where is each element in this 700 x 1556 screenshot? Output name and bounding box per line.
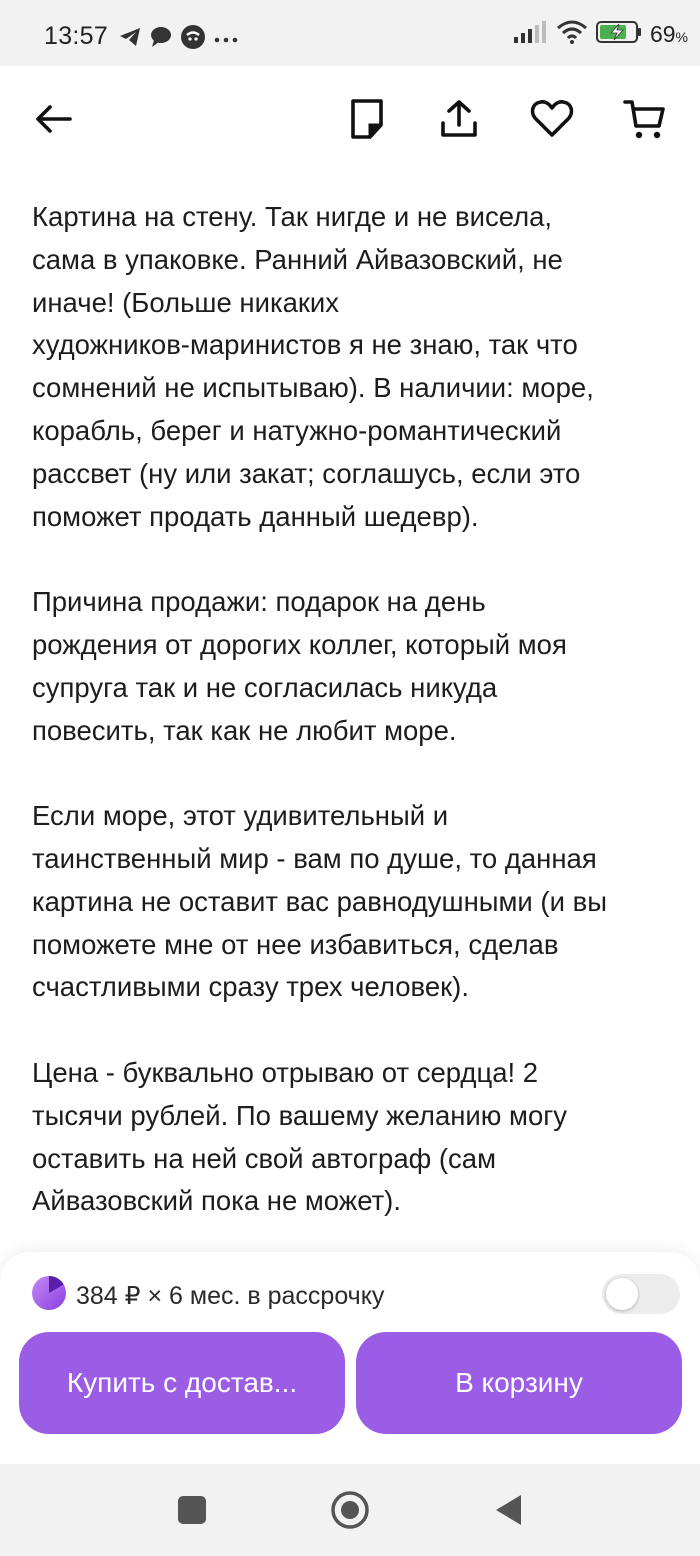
notification-icons	[118, 24, 238, 55]
signal-icon	[514, 21, 548, 48]
battery-charging-icon	[596, 20, 642, 49]
buy-with-delivery-button[interactable]: Купить с достав...	[19, 1332, 345, 1434]
description-paragraph: Цена - буквально отрываю от сердца! 2 тысячи рублей. По вашему желанию могу оставить на ней свой автограф (сам Айвазовский пока не может).	[32, 1056, 568, 1217]
description-paragraph: Если море, этот удивительный и таинственный мир - вам по душе, то данная картина не оставит вас равнодушными (и вы поможете мне от нее избавиться, сделав счастливыми сразу трех человек).	[32, 800, 607, 1003]
add-to-cart-button[interactable]: В корзину	[356, 1332, 682, 1434]
top-app-bar	[0, 66, 700, 176]
telegram-icon	[118, 26, 142, 53]
system-nav-bar	[0, 1464, 700, 1556]
home-circle-icon[interactable]	[330, 1490, 370, 1530]
share-icon[interactable]	[434, 94, 484, 144]
back-triangle-icon[interactable]	[488, 1490, 528, 1530]
cart-icon[interactable]	[620, 94, 670, 144]
messenger-icon	[180, 24, 206, 55]
installment-toggle[interactable]	[602, 1274, 680, 1314]
item-description	[32, 196, 672, 1266]
installment-pie-icon	[30, 1274, 68, 1317]
toggle-knob	[606, 1278, 638, 1310]
installment-row	[30, 1274, 384, 1317]
recents-square-icon[interactable]	[172, 1490, 212, 1530]
installment-text: 384 ₽ × 6 мес. в рассрочку	[76, 1281, 385, 1310]
wifi-icon	[556, 20, 588, 49]
battery-percent: 69%	[649, 21, 688, 47]
description-paragraph: Картина на стену. Так нигде и не висела, сама в упаковке. Ранний Айвазовский, не иначе! (Больше никаких художников-маринистов я не знаю, так что сомнений не испытываю). В наличии: море, корабль, берег и натужно-романтический рассвет (ну или закат; соглашусь, если это поможет продать данный шедевр).	[32, 201, 594, 532]
description-paragraph: Причина продажи: подарок на день рождения от дорогих коллег, который моя супруга так и не согласилась никуда повесить, так как не любит море.	[32, 586, 567, 746]
back-arrow-icon[interactable]	[28, 94, 78, 144]
heart-icon[interactable]	[527, 94, 577, 144]
purchase-panel	[0, 1252, 700, 1464]
status-time: 13:57	[44, 22, 109, 50]
more-dots-icon	[214, 31, 238, 49]
note-icon[interactable]	[342, 94, 392, 144]
chat-bubble-icon	[150, 26, 172, 53]
status-bar	[0, 0, 700, 66]
status-right-group	[514, 20, 688, 49]
